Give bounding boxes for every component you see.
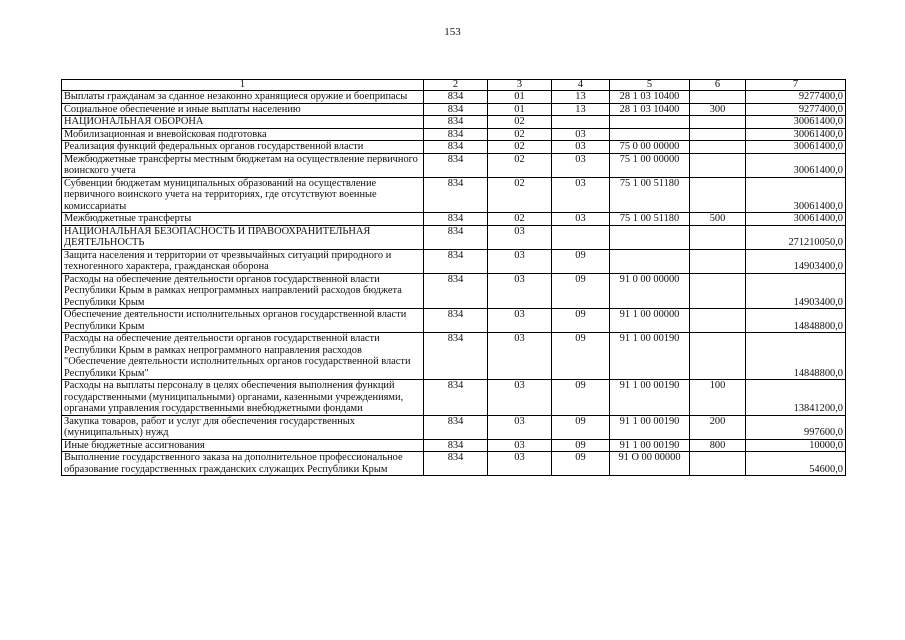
row-amount: 9277400,0 xyxy=(746,91,846,104)
row-grbs: 834 xyxy=(424,309,488,333)
row-subsection: 03 xyxy=(552,141,610,154)
table-row xyxy=(62,141,846,154)
row-section: 02 xyxy=(488,153,552,177)
row-section: 02 xyxy=(488,177,552,213)
row-amount: 30061400,0 xyxy=(746,128,846,141)
row-expense-type xyxy=(690,177,746,213)
table-row xyxy=(62,333,846,380)
row-target-code xyxy=(610,249,690,273)
row-name: Расходы на обеспечение деятельности органов государственной власти Республики Крым в рамках непрограммного направления расходов "Обеспечение деятельности исполнительных органов государственной власти Республики Крым" xyxy=(62,333,424,380)
row-amount: 30061400,0 xyxy=(746,141,846,154)
row-target-code: 91 1 00 00190 xyxy=(610,333,690,380)
row-grbs: 834 xyxy=(424,225,488,249)
page-number: 153 xyxy=(444,26,461,38)
row-amount: 30061400,0 xyxy=(746,116,846,129)
row-name: Субвенции бюджетам муниципальных образований на осуществление первичного воинского учета на территориях, где отсутствуют военные комиссариаты xyxy=(62,177,424,213)
row-target-code xyxy=(610,116,690,129)
row-subsection: 09 xyxy=(552,273,610,309)
row-target-code: 91 1 00 00190 xyxy=(610,415,690,439)
table-row xyxy=(62,103,846,116)
row-subsection: 03 xyxy=(552,153,610,177)
row-expense-type: 200 xyxy=(690,415,746,439)
row-expense-type xyxy=(690,309,746,333)
row-target-code: 91 О 00 00000 xyxy=(610,452,690,476)
row-amount: 14848800,0 xyxy=(746,309,846,333)
row-subsection: 03 xyxy=(552,128,610,141)
row-subsection: 13 xyxy=(552,103,610,116)
row-section: 02 xyxy=(488,128,552,141)
row-grbs: 834 xyxy=(424,439,488,452)
header-col-6: 6 xyxy=(690,80,746,91)
row-target-code: 91 1 00 00190 xyxy=(610,380,690,416)
table-row xyxy=(62,213,846,226)
row-name: Выполнение государственного заказа на дополнительное профессиональное образование государственных гражданских служащих Республики Крым xyxy=(62,452,424,476)
row-section: 02 xyxy=(488,116,552,129)
row-subsection: 09 xyxy=(552,380,610,416)
table-row xyxy=(62,128,846,141)
row-target-code: 75 0 00 00000 xyxy=(610,141,690,154)
row-target-code: 75 1 00 51180 xyxy=(610,177,690,213)
row-amount: 9277400,0 xyxy=(746,103,846,116)
row-amount: 997600,0 xyxy=(746,415,846,439)
row-grbs: 834 xyxy=(424,103,488,116)
table-row xyxy=(62,309,846,333)
row-grbs: 834 xyxy=(424,177,488,213)
row-name: Закупка товаров, работ и услуг для обеспечения государственных (муниципальных) нужд xyxy=(62,415,424,439)
table-row xyxy=(62,153,846,177)
row-grbs: 834 xyxy=(424,116,488,129)
row-section: 03 xyxy=(488,380,552,416)
row-grbs: 834 xyxy=(424,452,488,476)
row-target-code: 75 1 00 51180 xyxy=(610,213,690,226)
row-grbs: 834 xyxy=(424,249,488,273)
budget-table xyxy=(61,79,846,476)
row-expense-type xyxy=(690,249,746,273)
row-subsection: 09 xyxy=(552,249,610,273)
header-col-1: 1 xyxy=(62,80,424,91)
row-name: Иные бюджетные ассигнования xyxy=(62,439,424,452)
row-target-code xyxy=(610,128,690,141)
row-name: Обеспечение деятельности исполнительных органов государственной власти Республики Крым xyxy=(62,309,424,333)
row-target-code: 75 1 00 00000 xyxy=(610,153,690,177)
row-amount: 271210050,0 xyxy=(746,225,846,249)
header-col-3: 3 xyxy=(488,80,552,91)
row-grbs: 834 xyxy=(424,141,488,154)
row-expense-type xyxy=(690,273,746,309)
table-row xyxy=(62,225,846,249)
row-section: 03 xyxy=(488,273,552,309)
table-row xyxy=(62,439,846,452)
row-grbs: 834 xyxy=(424,415,488,439)
row-section: 02 xyxy=(488,141,552,154)
row-target-code: 28 1 03 10400 xyxy=(610,103,690,116)
row-amount: 14848800,0 xyxy=(746,333,846,380)
table-row xyxy=(62,91,846,104)
table-row xyxy=(62,415,846,439)
row-expense-type xyxy=(690,128,746,141)
row-grbs: 834 xyxy=(424,213,488,226)
row-subsection: 03 xyxy=(552,177,610,213)
row-name: Защита населения и территории от чрезвычайных ситуаций природного и техногенного характера, гражданская оборона xyxy=(62,249,424,273)
row-subsection: 09 xyxy=(552,309,610,333)
row-amount: 13841200,0 xyxy=(746,380,846,416)
row-subsection: 09 xyxy=(552,439,610,452)
row-amount: 30061400,0 xyxy=(746,153,846,177)
table-row xyxy=(62,452,846,476)
header-col-2: 2 xyxy=(424,80,488,91)
row-expense-type xyxy=(690,225,746,249)
row-name: Межбюджетные трансферты xyxy=(62,213,424,226)
header-col-4: 4 xyxy=(552,80,610,91)
table-row xyxy=(62,249,846,273)
row-grbs: 834 xyxy=(424,333,488,380)
row-section: 03 xyxy=(488,452,552,476)
row-section: 01 xyxy=(488,91,552,104)
row-section: 03 xyxy=(488,333,552,380)
row-section: 03 xyxy=(488,309,552,333)
row-subsection xyxy=(552,116,610,129)
row-section: 02 xyxy=(488,213,552,226)
row-name: Социальное обеспечение и иные выплаты населению xyxy=(62,103,424,116)
row-subsection: 09 xyxy=(552,333,610,380)
row-amount: 14903400,0 xyxy=(746,249,846,273)
row-name: НАЦИОНАЛЬНАЯ ОБОРОНА xyxy=(62,116,424,129)
row-subsection xyxy=(552,225,610,249)
row-name: Расходы на обеспечение деятельности органов государственной власти Республики Крым в рамках непрограммных направлений расходов бюджета Республики Крым xyxy=(62,273,424,309)
row-section: 01 xyxy=(488,103,552,116)
row-section: 03 xyxy=(488,225,552,249)
row-amount: 54600,0 xyxy=(746,452,846,476)
row-name: НАЦИОНАЛЬНАЯ БЕЗОПАСНОСТЬ И ПРАВООХРАНИТЕЛЬНАЯ ДЕЯТЕЛЬНОСТЬ xyxy=(62,225,424,249)
row-target-code: 91 1 00 00000 xyxy=(610,309,690,333)
row-section: 03 xyxy=(488,249,552,273)
row-target-code: 91 0 00 00000 xyxy=(610,273,690,309)
table-row xyxy=(62,273,846,309)
row-expense-type: 100 xyxy=(690,380,746,416)
table-row xyxy=(62,380,846,416)
row-amount: 30061400,0 xyxy=(746,213,846,226)
row-amount: 10000,0 xyxy=(746,439,846,452)
row-expense-type: 300 xyxy=(690,103,746,116)
row-expense-type xyxy=(690,91,746,104)
row-expense-type xyxy=(690,116,746,129)
row-amount: 14903400,0 xyxy=(746,273,846,309)
row-grbs: 834 xyxy=(424,91,488,104)
row-expense-type xyxy=(690,452,746,476)
row-name: Мобилизационная и вневойсковая подготовка xyxy=(62,128,424,141)
row-name: Межбюджетные трансферты местным бюджетам на осуществление первичного воинского учета xyxy=(62,153,424,177)
row-target-code: 91 1 00 00190 xyxy=(610,439,690,452)
row-subsection: 09 xyxy=(552,452,610,476)
header-col-5: 5 xyxy=(610,80,690,91)
row-expense-type xyxy=(690,333,746,380)
row-expense-type xyxy=(690,153,746,177)
row-name: Реализация функций федеральных органов государственной власти xyxy=(62,141,424,154)
row-target-code xyxy=(610,225,690,249)
row-expense-type xyxy=(690,141,746,154)
header-col-7: 7 xyxy=(746,80,846,91)
row-subsection: 13 xyxy=(552,91,610,104)
row-grbs: 834 xyxy=(424,128,488,141)
table-row xyxy=(62,177,846,213)
row-expense-type: 500 xyxy=(690,213,746,226)
row-target-code: 28 1 03 10400 xyxy=(610,91,690,104)
row-name: Выплаты гражданам за сданное незаконно хранящиеся оружие и боеприпасы xyxy=(62,91,424,104)
row-grbs: 834 xyxy=(424,153,488,177)
row-expense-type: 800 xyxy=(690,439,746,452)
row-section: 03 xyxy=(488,439,552,452)
row-grbs: 834 xyxy=(424,273,488,309)
row-subsection: 03 xyxy=(552,213,610,226)
row-grbs: 834 xyxy=(424,380,488,416)
row-subsection: 09 xyxy=(552,415,610,439)
row-name: Расходы на выплаты персоналу в целях обеспечения выполнения функций государственными (муниципальными) органами, казенными учреждениями, органами управления государственными внебюджетными фондами xyxy=(62,380,424,416)
row-section: 03 xyxy=(488,415,552,439)
table-row xyxy=(62,116,846,129)
table-header-row xyxy=(62,80,846,91)
row-amount: 30061400,0 xyxy=(746,177,846,213)
